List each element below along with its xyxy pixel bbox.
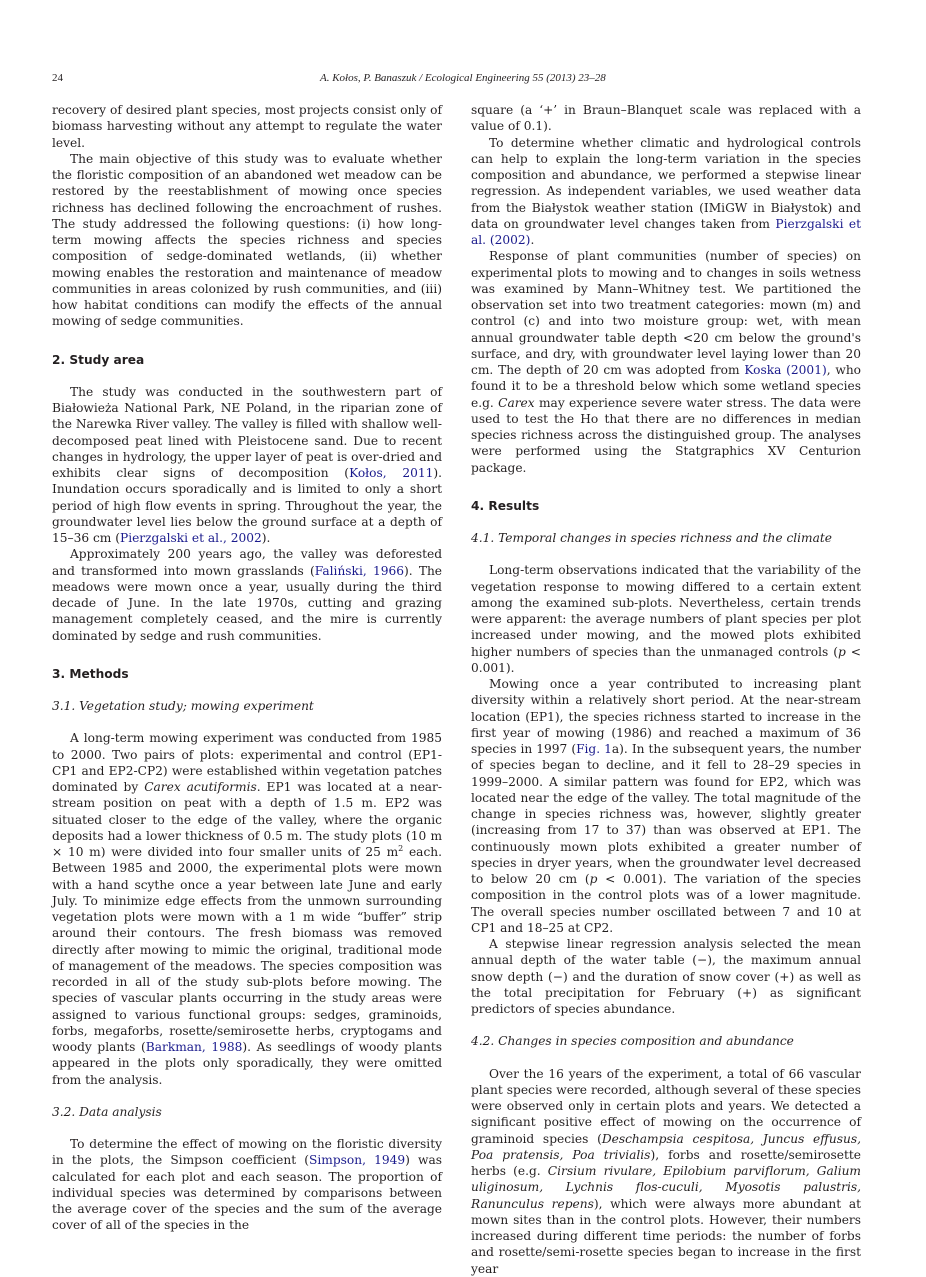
paragraph-results-1: Long-term observations indicated that the variability of the vegetation response to mowing differed to a certain extent among the examined sub-plots. Nevertheless, certain trends were apparent: the average numbers of plant species per plot increased under mowing, and the mowed plots exhibited higher numbers of species than the unmanaged controls (p < 0.001). bbox=[471, 563, 861, 675]
citation-link[interactable]: Faliński, 1966 bbox=[314, 563, 404, 578]
subsection-heading-species-composition: 4.2. Changes in species composition and abundance bbox=[471, 1034, 794, 1049]
paragraph-results-4: Over the 16 years of the experiment, a total of 66 vascular plant species were recorded, although several of these species were observed only in certain plots and years. We detected a significant positive effect of mowing on the occurrence of graminoid species (Deschampsia cespitosa, Juncus effusus, Poa pratensis, Poa trivialis), forbs and rosette/semirosette herbs (e.g. Cirsium rivulare, Epilobium parviflorum, Galium uliginosum, Lychnis flos-cuculi, Myosotis palustris, Ranunculus repens), which were always more abundant at mown sites than in the control plots. However, their numbers increased during different time periods: the number of forbs and rosette/semi-rosette species began to increase in the first year bbox=[471, 1066, 861, 1276]
subsection-heading-vegetation-study: 3.1. Vegetation study; mowing experiment bbox=[52, 699, 314, 713]
citation-link[interactable]: Barkman, 1988 bbox=[145, 1040, 243, 1054]
paragraph-methods-1: A long-term mowing experiment was conducted from 1985 to 2000. Two pairs of plots: experimental and control (EP1-CP1 and EP2-CP2) were established within vegetation patches dominated by Carex acutiformis. EP1 was located at a near-stream position on peat with a depth of 1.5 m. EP2 was situated closer to the edge of the valley, where the organic deposits had a lower thickness of 0.5 m. The study plots (10 m × 10 m) were divided into four smaller units of 25 $m^2$ each. Between 1985 and 2000, the experimental plots were mown with a hand scythe once a year between late June and early July. To minimize edge effects from the unmown surrounding vegetation plots were mown with a 1 m wide “buffer” strip around their contours. The fresh biomass was removed directly after mowing to mimic the original, traditional mode of management of the meadows. The species composition was recorded in all of the study sub-plots before mowing. The species of vascular plants occurring in the study areas were assigned to various functional groups: sedges, graminoids, forbs, megaforbs, rosette/semirosette herbs, cryptogams and woody plants (Barkman, 1988). As seedlings of woody plants appeared in the plots only sporadically, they were omitted from the analysis. bbox=[52, 731, 442, 1087]
page-header bbox=[52, 72, 874, 88]
citation-link[interactable]: Pierzgalski et al. (2002) bbox=[471, 216, 861, 247]
paragraph-response: Response of plant communities (number of species) on experimental plots to mowing and to changes in soils wetness was examined by Mann–Whitney test. We partitioned the observation set into two treatment categories: mown (m) and control (c) and into two moisture group: wet, with mean annual groundwater table depth <20 cm below the ground's surface, and dry, with groundwater level laying lower than 20 cm. The depth of 20 cm was adopted from Koska (2001), who found it to be a threshold below which some wetland species e.g. Carex may experience severe water stress. The data were used to test the Ho that there are no differences in median species richness across the distinguished group. The analyses were performed using the Statgraphics XV Centurion package. bbox=[471, 249, 862, 475]
paragraph-study-area-1: The study was conducted in the southwestern part of Białowieża National Park, NE Poland, in the riparian zone of the Narewka River valley. The valley is filled with shallow well-decomposed peat lined with Pleistocene sand. Due to recent changes in hydrology, the upper layer of peat is over-dried and exhibits clear signs of decomposition (Kołos, 2011). Inundation occurs sporadically and is limited to only a short period of high flow events in spring. Throughout the year, the groundwater level lies below the ground surface at a depth of 15–36 cm (Pierzgalski et al., 2002). bbox=[52, 384, 442, 545]
paragraph-objective: The main objective of this study was to evaluate whether the floristic composition of an abandoned wet meadow can be restored by the reestablishment of mowing once species richness has declined following the encroachment of rushes. The study addressed the following questions: (i) how long-term mowing affects the species richness and species composition of sedge-dominated wetlands, (ii) whether mowing enables the restoration and maintenance of meadow communities in areas colonized by rush communities, and (iii) how habitat conditions can modify the effects of the annual mowing of sedge communities. bbox=[52, 151, 442, 329]
paragraph-study-area-2: Approximately 200 years ago, the valley was deforested and transformed into mown grasslands (Faliński, 1966). The meadows were mown once a year, usually during the third decade of June. In the late 1970s, cutting and grazing management completely ceased, and the mire is currently dominated by sedge and rush communities. bbox=[52, 547, 443, 643]
paragraph-climate: To determine whether climatic and hydrological controls can help to explain the long-term variation in the species composition and abundance, we performed a stepwise linear regression. As independent variables, we used weather data from the Białystok weather station (IMiGW in Białystok) and data on groundwater level changes taken from Pierzgalski et al. (2002). bbox=[471, 135, 861, 247]
running-head: A. Kołos, P. Banaszuk / Ecological Engineering 55 (2013) 23–28 bbox=[320, 72, 606, 84]
figure-link[interactable]: Fig. 1 bbox=[576, 742, 612, 756]
subsection-heading-temporal-changes: 4.1. Temporal changes in species richness and the climate bbox=[471, 531, 832, 545]
section-heading-results: 4. Results bbox=[471, 498, 540, 513]
paragraph-results-3: A stepwise linear regression analysis selected the mean annual depth of the water table (−), the maximum annual snow depth (−) and the duration of snow cover (+) as well as the total precipitation for February (+) as significant predictors of species abundance. bbox=[471, 937, 861, 1016]
paragraph-data-analysis-1: To determine the effect of mowing on the floristic diversity in the plots, the Simpson coefficient (Simpson, 1949) was calculated for each plot and each season. The proportion of individual species was determined by comparisons between the average cover of the species and the sum of the average cover of all of the species in the bbox=[52, 1137, 442, 1233]
right-column bbox=[471, 102, 861, 1277]
citation-link[interactable]: Kołos, 2011 bbox=[349, 466, 434, 480]
section-heading-methods: 3. Methods bbox=[52, 666, 129, 681]
paragraph-results-2: Mowing once a year contributed to increasing plant diversity within a relatively short period. At the near-stream location (EP1), the species richness started to increase in the first year of mowing (1986) and reached a maximum of 36 species in 1997 (Fig. 1a). In the subsequent years, the number of species began to decline, and it fell to 28–29 species in 1999–2000. A similar pattern was found for EP2, which was located near the edge of the valley. The total magnitude of the change in species richness was, however, slightly greater (increasing from 17 to 37) than was observed at EP1. The continuously mown plots exhibited a greater number of species in dryer years, when the groundwater level decreased to below 20 cm (p < 0.001). The variation of the species composition in the control plots was of a lower magnitude. The overall species number oscillated between 7 and 10 at CP1 and 18–25 at CP2. bbox=[471, 677, 862, 935]
section-heading-study-area: 2. Study area bbox=[52, 352, 145, 367]
paragraph-intro-continued: recovery of desired plant species, most projects consist only of biomass harvesting without any attempt to regulate the water level. bbox=[52, 103, 442, 150]
subsection-heading-data-analysis: 3.2. Data analysis bbox=[52, 1104, 162, 1119]
citation-link[interactable]: Koska (2001) bbox=[744, 363, 827, 377]
citation-link[interactable]: Pierzgalski et al., 2002 bbox=[120, 531, 262, 545]
left-column bbox=[52, 102, 442, 1234]
paragraph-square: square (a ‘+’ in Braun–Blanquet scale was replaced with a value of 0.1). bbox=[471, 103, 861, 134]
page-number: 24 bbox=[52, 72, 63, 84]
citation-link[interactable]: Simpson, 1949 bbox=[309, 1153, 406, 1168]
